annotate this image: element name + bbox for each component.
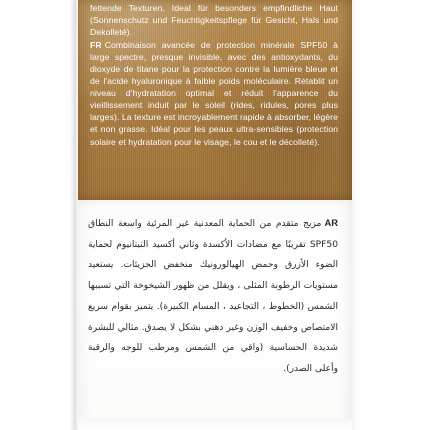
french-description: Combinaison avancée de protection minérale SPF50 à large spectre, presque invisible, avec des antioxydants, du dioxyde de titane pour la protection contre la lumière bleue et de l'acide hyaluronique à faible poids moléculaire. Rétablit un niveau d'hydratation optimal et réduit l'apparence du vieillissement induit par le soleil (rides, ridules, pores plus larges). La texture est incroyablement rapide à absorber, légère et non grasse. Idéal pour les peaux ultra-sensibles (protection solaire et hydratation pour le visage, le cou et le décolleté).: [90, 40, 338, 147]
box-bottom-fold: [78, 418, 352, 430]
arabic-description: مزيج متقدم من الحماية المعدنية غير المرئية واسعة النطاق SPF50 تقريبًا مع مضادات الأكسدة وثاني أكسيد التيتانيوم لحماية الضوء الأزرق وحمض الهيالورونيك منخفض الجزيئات. يستعيد مستويات الرطوبة المثلى ، ويقلل من ظهور الشيخوخة التي تسببها الشمس (الخطوط ، التجاعيد ، المسام الكبيرة). يتميز بقوام سريع الامتصاص وخفيف الوزن وغير دهني بشكل لا يصدق. مثالي للبشرة شديدة الحساسية (واقي من الشمس ومرطب للوجه والرقبة وأعلى الصدر).: [88, 219, 338, 374]
background-left: [0, 0, 76, 430]
kraft-text-block: [90, 2, 338, 148]
kraft-paper-panel: [78, 0, 352, 200]
german-text-tail: fettende Texturen. Ideal für besonders empfindliche Haut (Sonnenschutz und Feuchtigkeitspflege für Gesicht, Hals und Dekolleté).: [90, 3, 338, 38]
white-label-panel: [78, 200, 352, 430]
french-text-block: [90, 39, 338, 147]
arabic-text-block: [88, 213, 338, 380]
arabic-language-tag: AR: [324, 217, 338, 228]
french-language-tag: FR: [90, 40, 102, 51]
